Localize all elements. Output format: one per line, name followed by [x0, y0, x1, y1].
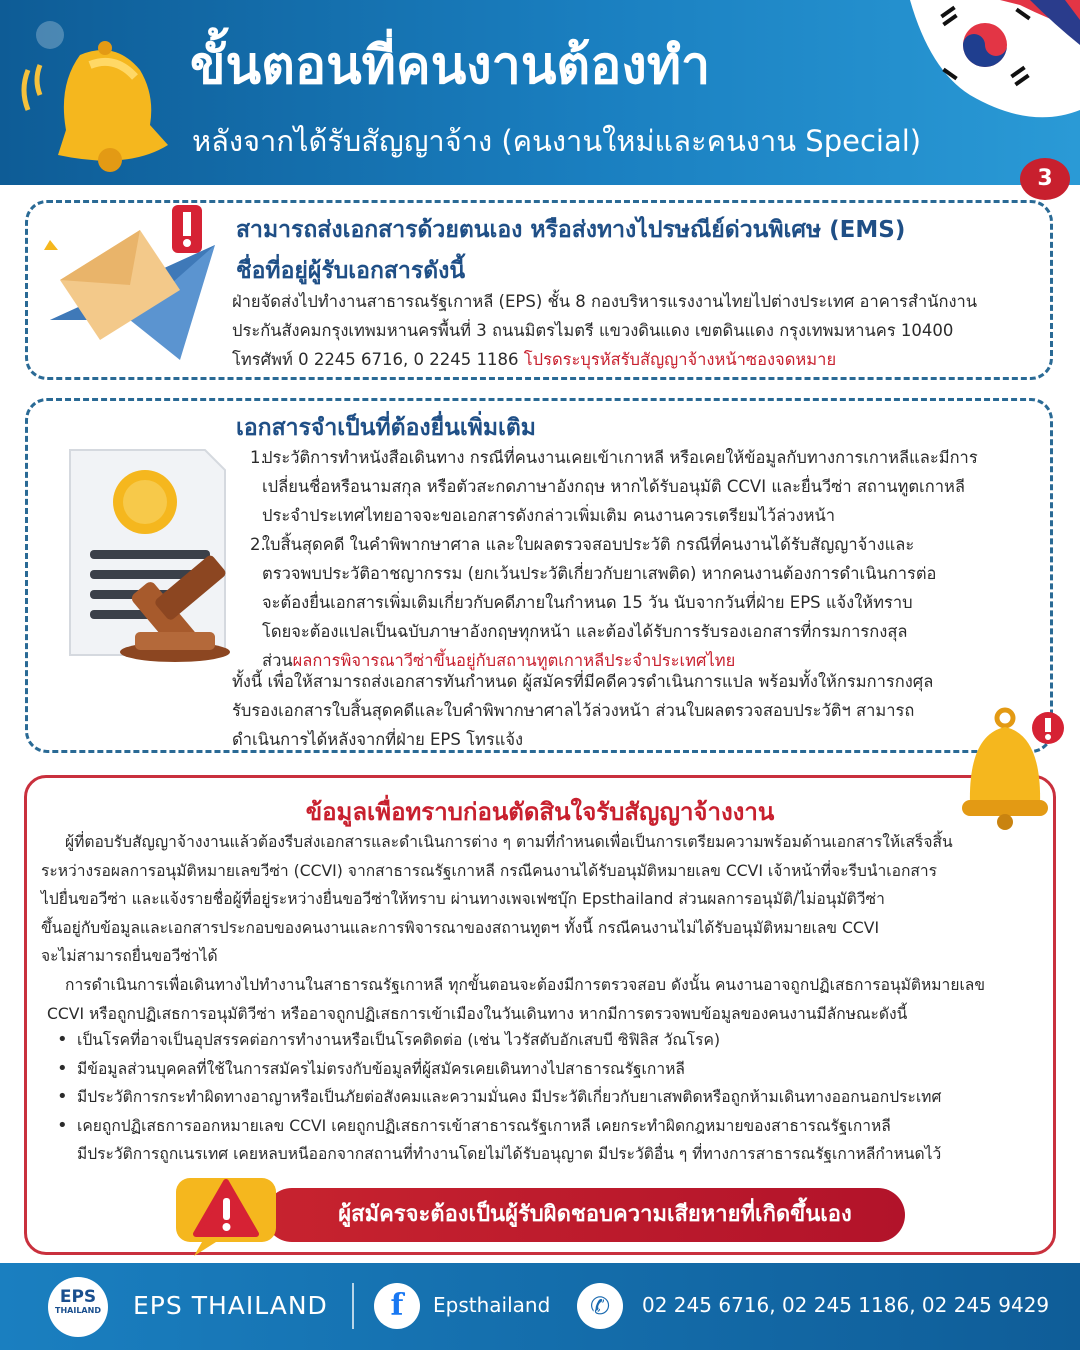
- address-heading: ชื่อที่อยู่ผู้รับเอกสารดังนี้: [236, 258, 466, 284]
- paragraph-line: ผู้ที่ตอบรับสัญญาจ้างงานแล้วต้องรีบส่งเอกสารและดำเนินการต่าง ๆ ตามที่กำหนดเพื่อเป็นการเตรียมความพร้อมด้านเอกสารให้เสร็จสิ้น: [65, 833, 953, 851]
- list-line: ตรวจพบประวัติอาชญากรรม (ยกเว้นประวัติเกี่ยวกับยาเสพติด) หากคนงานต้องการดำเนินการต่อ: [262, 564, 937, 583]
- paragraph-line: การดำเนินการเพื่อเดินทางไปทำงานในสาธารณรัฐเกาหลี ทุกขั้นตอนจะต้องมีการตรวจสอบ ดังนั้น คนงานอาจถูกปฏิเสธการอนุมัติหมายเลข: [65, 976, 986, 994]
- note-line: ทั้งนี้ เพื่อให้สามารถส่งเอกสารทันกำหนด ผู้สมัครที่มีคดีควรดำเนินการแปล พร้อมทั้งให้กรมการกงศุล: [232, 672, 934, 691]
- decision-info-title: ข้อมูลเพื่อทราบก่อนตัดสินใจรับสัญญาจ้างงาน: [305, 798, 775, 826]
- bullet-item: [57, 1112, 1042, 1169]
- visa-result-note: ผลการพิจารณาวีซ่าขึ้นอยู่กับสถานทูตเกาหลีประจำประเทศไทย: [292, 651, 736, 670]
- paragraph-line: ระหว่างรอผลการอนุมัติหมายเลขวีซ่า (CCVI) จากสาธารณรัฐเกาหลี กรณีคนงานได้รับอนุมัติหมายเลข CCVI เจ้าหน้าที่จะรีบนำเอกสาร: [41, 861, 938, 880]
- list-line: เปลี่ยนชื่อหรือนามสกุล หรือตัวสะกดภาษาอังกฤษ หากได้รับอนุมัติ CCVI และยื่นวีซ่า สถานทูตเกาหลี: [262, 477, 965, 496]
- list-number: 2.: [250, 535, 266, 554]
- phone-numbers: โทรศัพท์ 0 2245 6716, 0 2245 1186: [232, 350, 524, 369]
- list-text: ส่วน: [262, 651, 293, 670]
- warning-triangle-icon: [172, 1170, 282, 1256]
- bullet-item: • มีประวัติการกระทำผิดทางอาญาหรือเป็นภัยต่อสังคมและความมั่นคง มีประวัติเกี่ยวกับยาเสพติดหรือถูกห้ามเดินทางออกนอกประเทศ: [57, 1083, 1042, 1112]
- address-line-3: [232, 345, 1042, 374]
- paragraph-1: [41, 828, 1045, 971]
- list-line: ประจำประเทศไทยอาจจะขอเอกสารดังกล่าวเพิ่มเติม คนงานควรเตรียมไว้ล่วงหน้า: [262, 506, 835, 525]
- address-line-1: ฝ่ายจัดส่งไปทำงานสาธารณรัฐเกาหลี (EPS) ชั้น 8 กองบริหารแรงงานไทยไปต่างประเทศ อาคารสำนักงาน: [232, 292, 978, 311]
- ems-heading: สามารถส่งเอกสารด้วยตนเอง หรือส่งทางไปรษณีย์ด่วนพิเศษ (EMS): [236, 217, 906, 243]
- footer-divider: [352, 1283, 354, 1329]
- note-line: ดำเนินการได้หลังจากที่ฝ่าย EPS โทรแจ้ง: [232, 730, 524, 749]
- facebook-page-link[interactable]: Epsthailand: [433, 1293, 551, 1317]
- additional-documents-heading: เอกสารจำเป็นที่ต้องยื่นเพิ่มเติม: [236, 415, 536, 441]
- list-line: ประวัติการทำหนังสือเดินทาง กรณีที่คนงานเคยเข้าเกาหลี หรือเคยให้ข้อมูลกับทางการเกาหลีและมีการ: [262, 448, 978, 467]
- paragraph-line: ไปยื่นขอวีซ่า และแจ้งรายชื่อผู้ที่อยู่ระหว่างยื่นขอวีซ่าให้ทราบ ผ่านทางเพจเฟซบุ๊ก Epsthailand ส่วนผลการอนุมัติ/ไม่อนุมัติวีซ่า: [41, 890, 885, 908]
- bullet-line: • เคยถูกปฏิเสธการออกหมายเลข CCVI เคยถูกปฏิเสธการเข้าสาธารณรัฐเกาหลี เคยกระทำผิดกฎหมายของสาธารณรัฐเกาหลี: [77, 1116, 891, 1135]
- bell-icon: [10, 10, 180, 180]
- paragraph-2: [41, 971, 1045, 1028]
- phone-numbers-footer: 02 245 6716, 02 245 1186, 02 245 9429: [642, 1293, 1050, 1317]
- list-line: จะต้องยื่นเอกสารเพิ่มเติมเกี่ยวกับคดีภายในกำหนด 15 วัน นับจากวันที่ฝ่าย EPS แจ้งให้ทราบ: [262, 593, 913, 612]
- list-item: [232, 443, 1032, 530]
- address-text: [232, 287, 1042, 374]
- list-number: 1.: [250, 448, 266, 467]
- bullet-line: มีประวัติการถูกเนรเทศ เคยหลบหนีออกจากสถานที่ทำงานโดยไม่ได้รับอนุญาต มีประวัติอื่น ๆ ที่ทางการสาธารณรัฐเกาหลีกำหนดไว้: [77, 1145, 942, 1163]
- required-documents-list: [232, 443, 1032, 675]
- eps-logo: [48, 1277, 108, 1337]
- envelope-note: โปรดระบุรหัสรับสัญญาจ้างหน้าซองจดหมาย: [523, 350, 837, 369]
- flags-graphic: [880, 0, 1080, 130]
- bullet-item: • มีข้อมูลส่วนบุคคลที่ใช้ในการสมัครไม่ตรงกับข้อมูลที่ผู้สมัครเคยเดินทางไปสาธารณรัฐเกาหลี: [57, 1055, 1042, 1084]
- paragraph-line: CCVI หรือถูกปฏิเสธการอนุมัติวีซ่า หรืออาจถูกปฏิเสธการเข้าเมืองในวันเดินทาง หากมีการตรวจพบข้อมูลของคนงานมีลักษณะดังนี้: [47, 1004, 908, 1023]
- note-line: รับรองเอกสารใบสิ้นสุดคดีและใบคำพิพากษาศาลไว้ล่วงหน้า ส่วนใบผลตรวจสอบประวัติฯ สามารถ: [232, 701, 915, 720]
- paragraph-line: ขึ้นอยู่กับข้อมูลและเอกสารประกอบของคนงานและการพิจารณาของสถานทูตฯ ทั้งนี้ กรณีคนงานไม่ได้รับอนุมัติหมายเลข CCVI: [41, 918, 880, 937]
- header-banner: [0, 0, 1080, 185]
- list-line: โดยจะต้องแปลเป็นฉบับภาษาอังกฤษทุกหน้า และต้องได้รับการรับรองเอกสารที่กรมการกงสุล: [262, 622, 908, 641]
- address-line-2: ประกันสังคมกรุงเทพมหานครพื้นที่ 3 ถนนมิตรไมตรี แขวงดินแดง เขตดินแดง กรุงเทพมหานคร 10400: [232, 321, 954, 340]
- bullet-item: • เป็นโรคที่อาจเป็นอุปสรรคต่อการทำงานหรือเป็นโรคติดต่อ (เช่น ไวรัสตับอักเสบบี ซิฟิลิส วัณโรค): [57, 1026, 1042, 1055]
- brand-name: EPS THAILAND: [133, 1291, 328, 1320]
- paragraph-line: จะไม่สามารถยื่นขอวีซ่าได้: [41, 947, 218, 965]
- note-paragraph: [232, 667, 1032, 754]
- footer: [0, 1263, 1080, 1350]
- legal-document-icon: [55, 440, 245, 670]
- logo-subtext: THAILAND: [55, 1306, 101, 1315]
- alert-bell-icon: [950, 700, 1070, 835]
- logo-text: EPS: [59, 1287, 97, 1307]
- list-item: [232, 530, 1032, 675]
- responsibility-warning: ผู้สมัครจะต้องเป็นผู้รับผิดชอบความเสียหายที่เกิดขึ้นเอง: [265, 1188, 905, 1242]
- envelope-icon: [30, 200, 225, 370]
- page-title: ขั้นตอนที่คนงานต้องทำ: [190, 36, 711, 96]
- page-number-badge: 3: [1020, 158, 1070, 200]
- page-subtitle: หลังจากได้รับสัญญาจ้าง (คนงานใหม่และคนงาน Special): [192, 124, 922, 158]
- phone-icon: ✆: [577, 1283, 623, 1329]
- list-line: ใบสิ้นสุดคดี ในคำพิพากษาศาล และใบผลตรวจสอบประวัติ กรณีที่คนงานได้รับสัญญาจ้างและ: [262, 535, 915, 554]
- facebook-icon[interactable]: f: [374, 1283, 420, 1329]
- rejection-criteria-list: [57, 1026, 1042, 1169]
